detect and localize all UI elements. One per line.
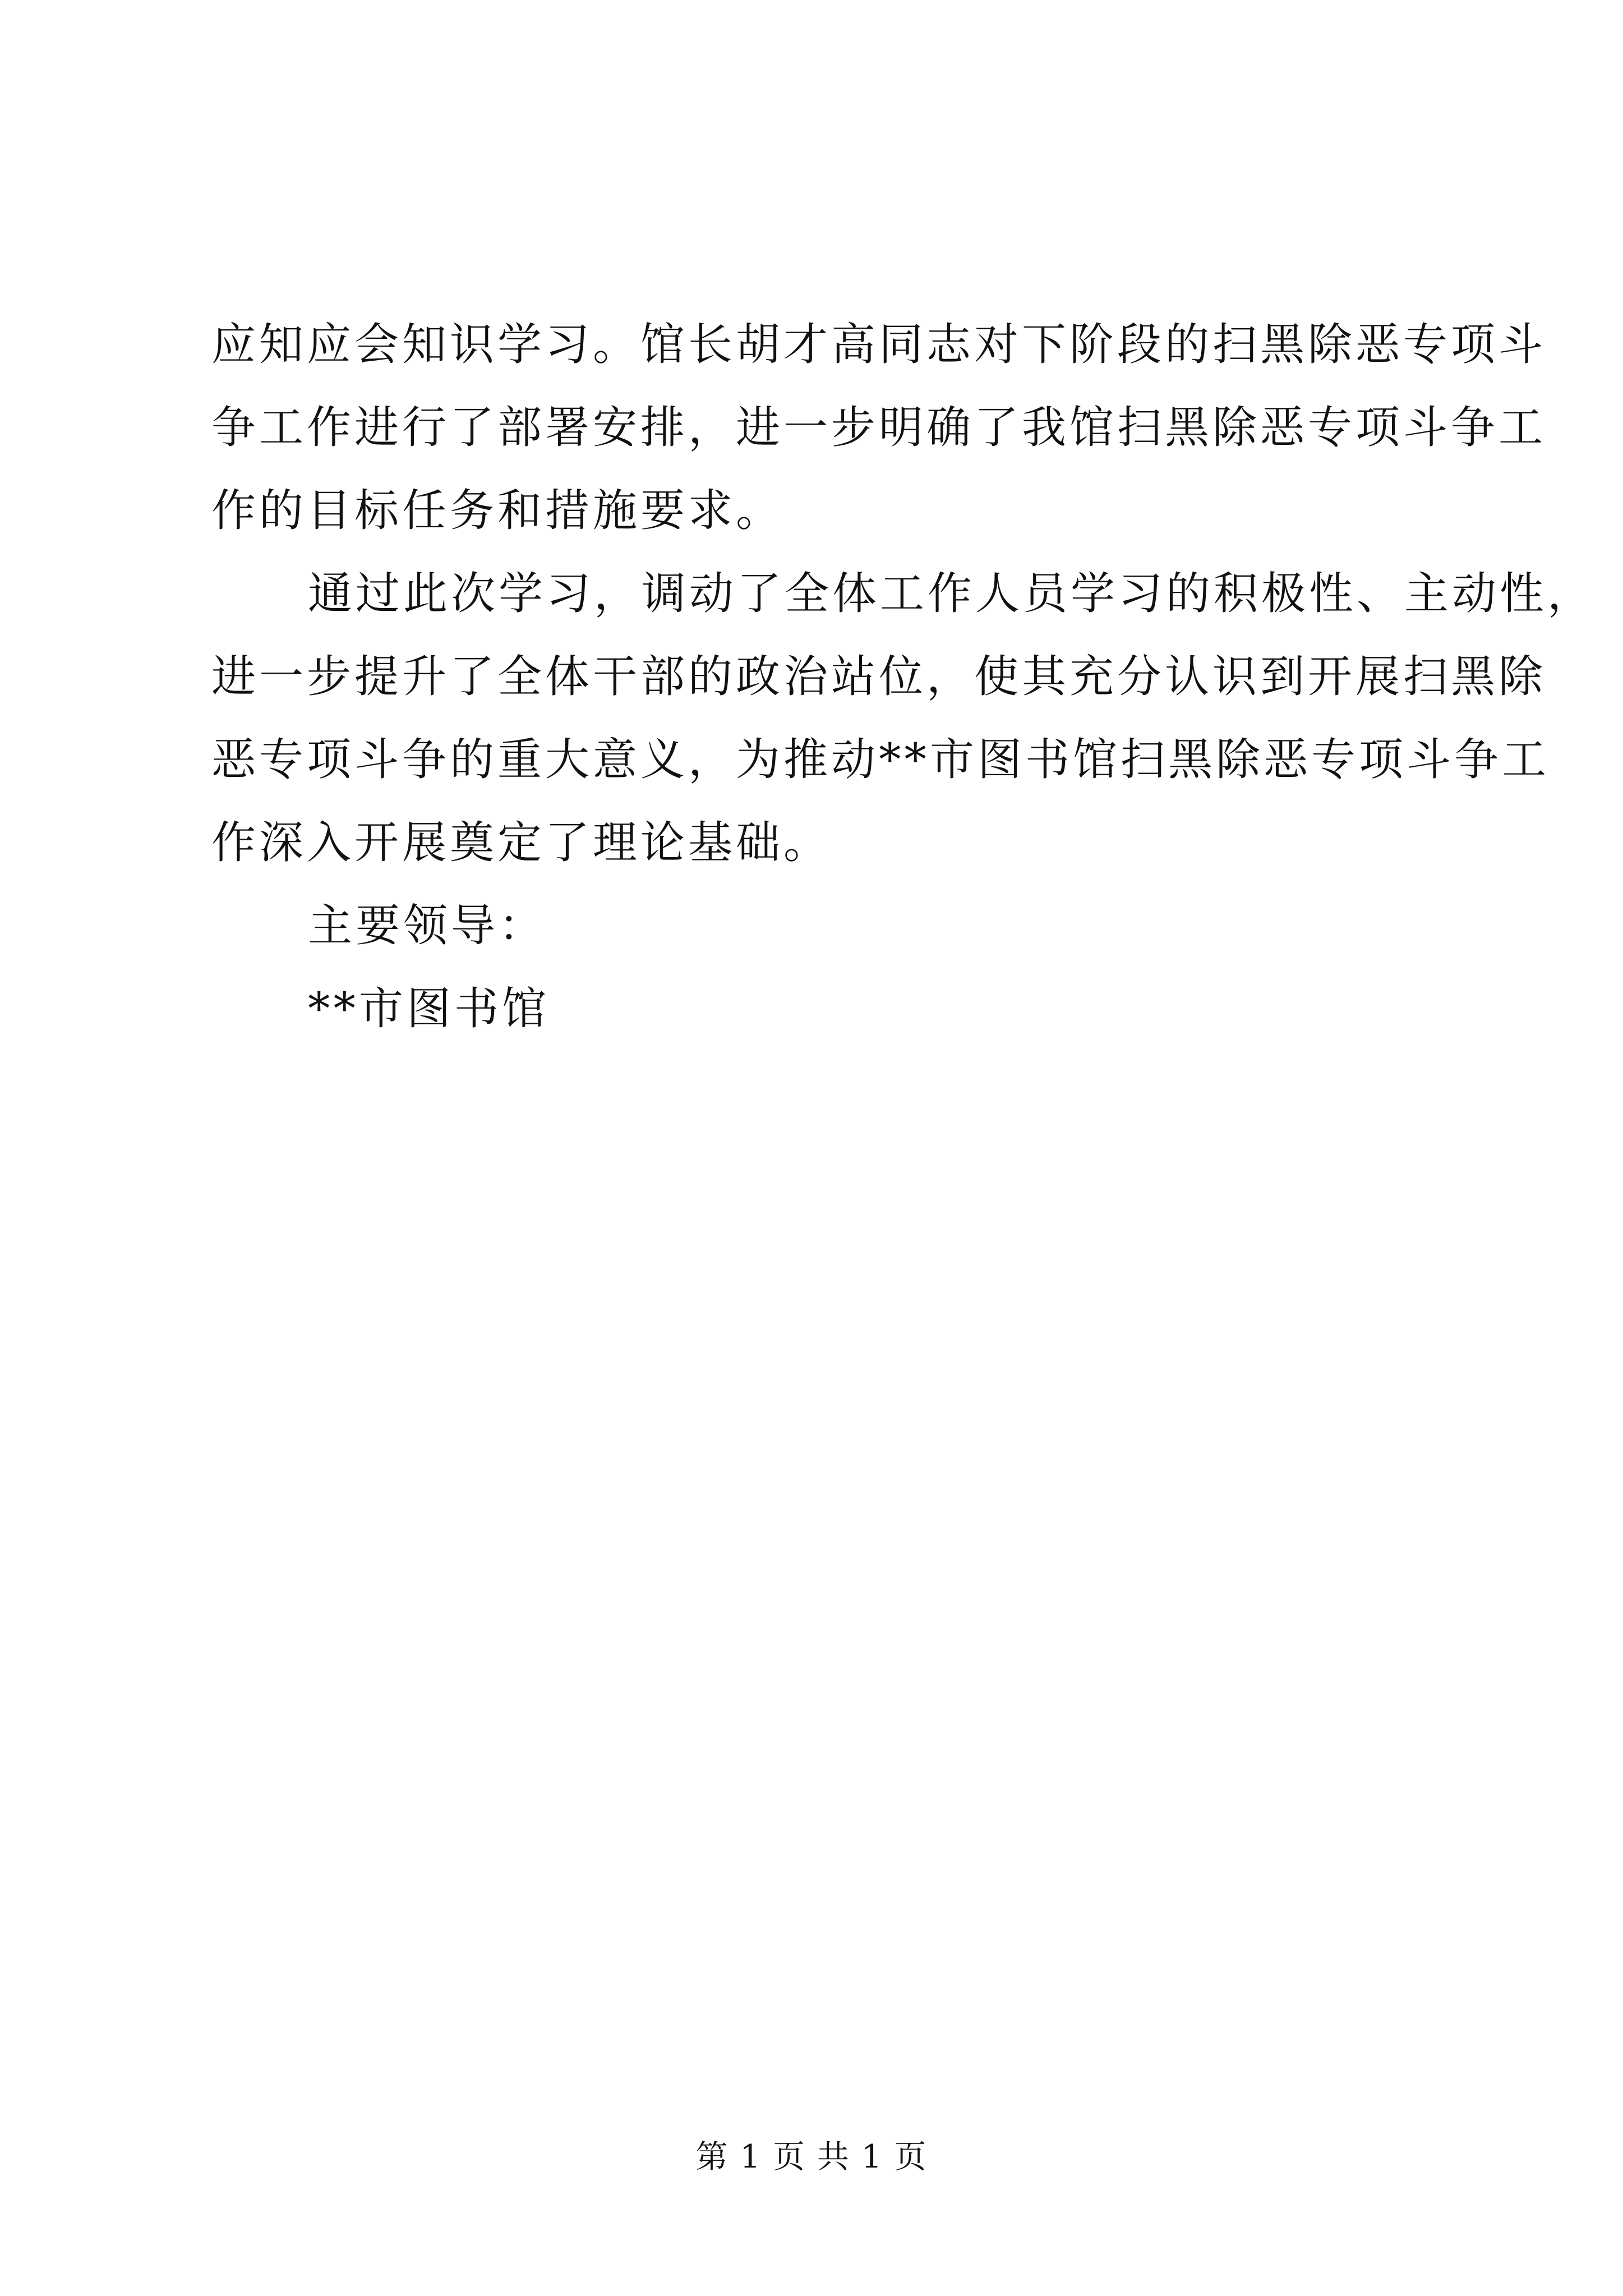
paragraph-2-line-4: 作深入开展奠定了理论基础。 [211, 817, 831, 868]
paragraph-1-line-1: 应知应会知识学习。馆长胡才高同志对下阶段的扫黑除恶专项斗 [211, 319, 1546, 370]
leader-label: 主要领导： [308, 900, 546, 951]
paragraph-2-line-1: 通过此次学习，调动了全体工作人员学习的积极性、主动性， [308, 568, 1595, 619]
paragraph-1-line-2: 争工作进行了部署安排，进一步明确了我馆扫黑除恶专项斗争工 [211, 402, 1546, 453]
paragraph-2-line-3: 恶专项斗争的重大意义，为推动**市图书馆扫黑除恶专项斗争工 [211, 734, 1550, 785]
document-body [211, 303, 1595, 1050]
organization-signature: **市图书馆 [308, 983, 550, 1034]
page-footer: 第 1 页 共 1 页 [695, 2138, 928, 2175]
paragraph-1-line-3: 作的目标任务和措施要求。 [211, 485, 783, 536]
paragraph-2-line-2: 进一步提升了全体干部的政治站位，使其充分认识到开展扫黑除 [211, 651, 1546, 702]
